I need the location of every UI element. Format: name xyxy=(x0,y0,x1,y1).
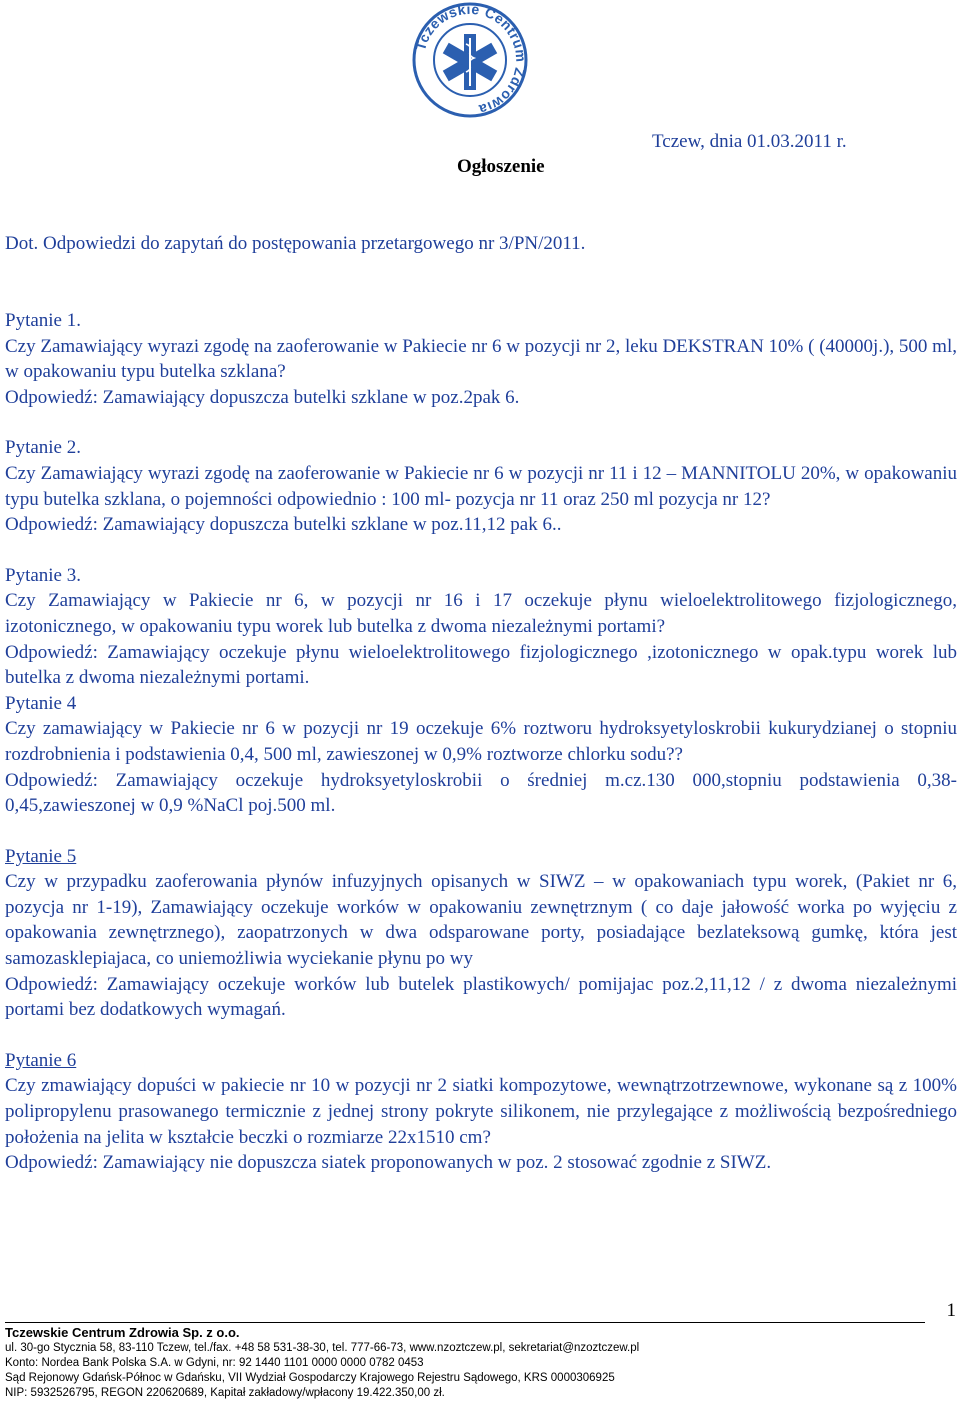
subject-line: Dot. Odpowiedzi do zapytań do postępowania przetargowego nr 3/PN/2011. xyxy=(5,233,586,254)
question-title-3: Pytanie 3. xyxy=(5,564,81,586)
answer-text-1: Odpowiedź: Zamawiający dopuszcza butelki szklane w poz.2pak 6. xyxy=(5,386,520,408)
page-number: 1 xyxy=(946,1300,956,1321)
question-text-3: Czy Zamawiający w Pakiecie nr 6, w pozycji nr 16 i 17 oczekuje płynu wieloelektrolitowego fizjologicznego, izotonicznego, w opakowaniu typu worek lub butelka z dwoma niezależnymi portami? xyxy=(5,590,957,637)
answer-text-5: Odpowiedź: Zamawiający oczekuje worków lub butelek plastikowych/ pomijajac poz.2,11,12 / z dwoma niezależnymi portami bez dodatkowych wymagań. xyxy=(5,973,957,1021)
question-title-2: Pytanie 2. xyxy=(5,437,81,459)
question-text-6: Czy zmawiający dopuści w pakiecie nr 10 w pozycji nr 2 siatki kompozytowe, wewnątrzotrzewnowe, wykonane są z 100% polipropylenu prasowanego termicznie z jednej strony pokryte silikonem, nie przylegające z możliwością bezpośredniego położenia na jelita w kształcie beczki o rozmiarze 22x1510 cm? xyxy=(5,1075,957,1148)
page-title: Ogłoszenie xyxy=(457,156,545,177)
question-text-1: Czy Zamawiający wyrazi zgodę na zaoferowanie w Pakiecie nr 6 w pozycji nr 2, leku DEKSTRAN 10% ( (40000j.), 500 ml, w opakowaniu typu butelka szklana? xyxy=(5,335,957,383)
star-of-life-logo xyxy=(410,0,530,120)
answer-text-2: Odpowiedź: Zamawiający dopuszcza butelki szklane w poz.11,12 pak 6.. xyxy=(5,514,562,536)
footer xyxy=(5,1322,957,1401)
answer-text-6: Odpowiedź: Zamawiający nie dopuszcza siatek proponowanych w poz. 2 stosować zgodnie z SIWZ. xyxy=(5,1152,772,1174)
questions-section xyxy=(5,308,957,1176)
document-date: Tczew, dnia 01.03.2011 r. xyxy=(652,131,847,152)
question-title-5: Pytanie 5 xyxy=(5,845,77,867)
question-title-1: Pytanie 1. xyxy=(5,310,81,331)
question-title-4: Pytanie 4 xyxy=(5,692,77,714)
footer-divider xyxy=(5,1322,925,1323)
svg-text:Tczewskie Centrum Zdrowia: Tczewskie Centrum Zdrowia xyxy=(412,0,530,119)
question-title-6: Pytanie 6 xyxy=(5,1049,77,1071)
footer-bank: Konto: Nordea Bank Polska S.A. w Gdyni, nr: 92 1440 1101 0000 0000 0782 0453 xyxy=(5,1357,424,1369)
footer-nip: NIP: 5932526795, REGON 220620689, Kapitał zakładowy/wpłacony 19.422.350,00 zł. xyxy=(5,1387,445,1399)
footer-company: Tczewskie Centrum Zdrowia Sp. z o.o. xyxy=(5,1325,240,1340)
question-text-2: Czy Zamawiający wyrazi zgodę na zaoferowanie w Pakiecie nr 6 w pozycji nr 11 i 12 – MANNITOLU 20%, w opakowaniu typu butelka szklana, o pojemności odpowiednio : 100 ml- pozycja nr 11 oraz 250 ml pozycja nr 12? xyxy=(5,462,957,510)
question-text-5: Czy w przypadku zaoferowania płynów infuzyjnych opisanych w SIWZ – w opakowaniach typu worek, (Pakiet nr 6, pozycja nr 1-19), Zamawiający oczekuje worków w opakowaniu zewnętrznym ( co daje jałowość worka po wyjęciu z opakowania zewnętrznego), zaopatrzonych w dwa odsparowane porty, posiadające bezlateksową gumkę, która jest samozasklepiajaca, co uniemożliwia wyciekanie płynu po wy xyxy=(5,871,957,970)
question-text-4: Czy zamawiający w Pakiecie nr 6 w pozycji nr 19 oczekuje 6% roztworu hydroksyetyloskrobii kukurydzianej o stopniu rozdrobnienia i podstawienia 0,4, 500 ml, zawieszonej w 0,9% roztworze chlorku sodu?? xyxy=(5,718,957,765)
footer-address: ul. 30-go Stycznia 58, 83-110 Tczew, tel./fax. +48 58 531-38-30, tel. 777-66-73, www.nzoztczew.pl, sekretariat@nzoztczew.pl xyxy=(5,1342,640,1354)
answer-text-3: Odpowiedź: Zamawiający oczekuje płynu wieloelektrolitowego fizjologicznego ,izotonicznego w opak.typu worek lub butelka z dwoma niezależnymi portami. xyxy=(5,641,957,689)
footer-court: Sąd Rejonowy Gdańsk-Północ w Gdańsku, VII Wydział Gospodarczy Krajowego Rejestru Sądowego, KRS 0000306925 xyxy=(5,1372,615,1384)
answer-text-4: Odpowiedź: Zamawiający oczekuje hydroksyetyloskrobii o średniej m.cz.130 000,stopniu podstawienia 0,38-0,45,zawieszonej w 0,9 %NaCl poj.500 ml. xyxy=(5,769,957,817)
